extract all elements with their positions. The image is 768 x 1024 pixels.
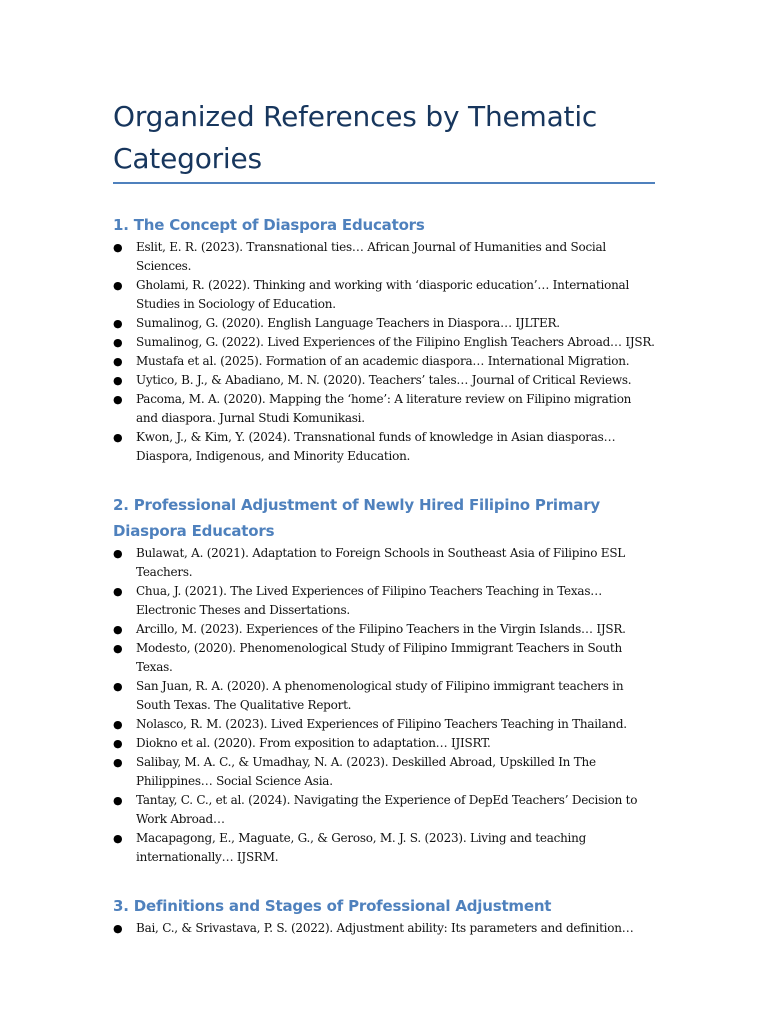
reference-item [113,390,655,428]
reference-item [113,333,655,352]
bullet-icon: ● [113,718,123,731]
reference-item [113,314,655,333]
reference-item [113,428,655,466]
reference-item [113,753,655,791]
bullet-icon: ● [113,642,123,655]
reference-item [113,276,655,314]
bullet-icon: ● [113,241,123,254]
reference-item [113,639,655,677]
reference-text: Bai, C., & Srivastava, P. S. (2022). Adjustment ability: Its parameters and definition… [136,921,634,935]
reference-item [113,544,655,582]
bullet-icon: ● [113,279,123,292]
bullet-icon: ● [113,374,123,387]
bullet-icon: ● [113,336,123,349]
reference-item [113,734,655,753]
bullet-icon: ● [113,737,123,750]
reference-list [113,544,655,867]
bullet-icon: ● [113,431,123,444]
reference-text: Sumalinog, G. (2020). English Language Teachers in Diaspora… IJLTER. [136,316,560,330]
reference-text: Tantay, C. C., et al. (2024). Navigating the Experience of DepEd Teachers’ Decision to Work Abroad… [136,793,638,826]
reference-text: Gholami, R. (2022). Thinking and working with ‘diasporic education’… International Studies in Sociology of Education. [136,278,630,311]
reference-text: Nolasco, R. M. (2023). Lived Experiences of Filipino Teachers Teaching in Thailand. [136,717,627,731]
reference-item [113,791,655,829]
reference-text: Modesto, (2020). Phenomenological Study of Filipino Immigrant Teachers in South Texas. [136,641,622,674]
section-diaspora-educators [113,212,655,466]
reference-text: Bulawat, A. (2021). Adaptation to Foreign Schools in Southeast Asia of Filipino ESL Teachers. [136,546,626,579]
reference-item [113,352,655,371]
section-heading: 2. Professional Adjustment of Newly Hired Filipino Primary Diaspora Educators [113,496,600,540]
bullet-icon: ● [113,623,123,636]
reference-list [113,919,655,938]
reference-item [113,715,655,734]
bullet-icon: ● [113,317,123,330]
section-heading: 1. The Concept of Diaspora Educators [113,216,425,234]
bullet-icon: ● [113,585,123,598]
bullet-icon: ● [113,355,123,368]
bullet-icon: ● [113,680,123,693]
reference-item [113,829,655,867]
reference-text: Chua, J. (2021). The Lived Experiences of Filipino Teachers Teaching in Texas… Electronic Theses and Dissertations. [136,584,602,617]
reference-text: Eslit, E. R. (2023). Transnational ties… African Journal of Humanities and Social Sciences. [136,240,607,273]
section-heading: 3. Definitions and Stages of Professional Adjustment [113,897,552,915]
reference-text: Salibay, M. A. C., & Umadhay, N. A. (2023). Deskilled Abroad, Upskilled In The Philippines… Social Science Asia. [136,755,596,788]
bullet-icon: ● [113,922,123,935]
bullet-icon: ● [113,756,123,769]
reference-text: Arcillo, M. (2023). Experiences of the Filipino Teachers in the Virgin Islands… IJSR. [136,622,626,636]
reference-text: San Juan, R. A. (2020). A phenomenological study of Filipino immigrant teachers in South Texas. The Qualitative Report. [136,679,624,712]
reference-list [113,238,655,466]
reference-text: Macapagong, E., Maguate, G., & Geroso, M. J. S. (2023). Living and teaching internationally… IJSRM. [136,831,587,864]
reference-item [113,677,655,715]
bullet-icon: ● [113,547,123,560]
reference-text: Sumalinog, G. (2022). Lived Experiences of the Filipino English Teachers Abroad… IJSR. [136,335,655,349]
bullet-icon: ● [113,393,123,406]
reference-item [113,238,655,276]
title-underline-rule [113,182,655,184]
reference-text: Kwon, J., & Kim, Y. (2024). Transnational funds of knowledge in Asian diasporas… Diaspora, Indigenous, and Minority Education. [136,430,616,463]
reference-item [113,620,655,639]
reference-text: Diokno et al. (2020). From exposition to adaptation… IJISRT. [136,736,491,750]
document-page [113,96,655,938]
bullet-icon: ● [113,794,123,807]
section-professional-adjustment [113,492,655,867]
document-title: Organized References by Thematic Categories [113,100,598,175]
reference-text: Pacoma, M. A. (2020). Mapping the ‘home’: A literature review on Filipino migration and diaspora. Jurnal Studi Komunikasi. [136,392,632,425]
reference-item [113,371,655,390]
reference-text: Mustafa et al. (2025). Formation of an academic diaspora… International Migration. [136,354,630,368]
reference-text: Uytico, B. J., & Abadiano, M. N. (2020). Teachers’ tales… Journal of Critical Reviews. [136,373,632,387]
bullet-icon: ● [113,832,123,845]
reference-item [113,919,655,938]
section-definitions-stages [113,893,655,938]
reference-item [113,582,655,620]
